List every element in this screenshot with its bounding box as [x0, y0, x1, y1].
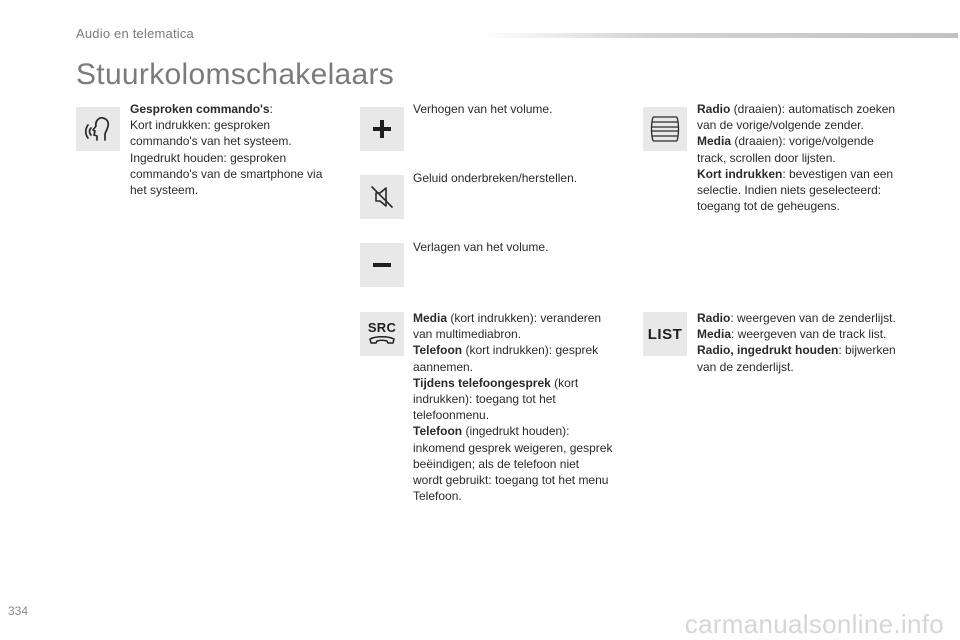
src-line: Telefoon. — [413, 489, 462, 504]
page-number: 334 — [8, 604, 29, 618]
mute-label: Geluid onderbreken/herstellen. — [413, 171, 578, 185]
src-text — [413, 310, 633, 504]
src-line: wordt gebruikt: toegang tot het menu — [413, 473, 609, 488]
plus-icon — [370, 117, 394, 141]
list-line: : weergeven van de track list. — [731, 327, 887, 342]
wheel-line: selectie. Indien niets geselecteerd: — [697, 183, 882, 198]
wheel-line: (draaien): vorige/volgende — [731, 134, 874, 149]
list-line: : weergeven van de zenderlijst. — [730, 311, 896, 325]
src-line: beëindigen; als de telefoon niet — [413, 456, 580, 471]
src-line: inkomend gesprek weigeren, gesprek — [413, 440, 613, 455]
src-media-term: Media — [413, 311, 448, 325]
mute-icon — [367, 182, 397, 212]
volume-up-label: Verhogen van het volume. — [413, 102, 553, 116]
list-line: : bijwerken — [838, 343, 896, 358]
src-call-term: Tijdens telefoongesprek — [413, 375, 551, 390]
thumbwheel-tile — [643, 107, 687, 151]
wheel-media-term: Media — [697, 134, 732, 149]
volume-up-text — [413, 101, 633, 117]
list-tile — [643, 312, 687, 356]
voice-command-icon — [83, 114, 113, 144]
thumbwheel-text — [697, 101, 917, 214]
list-media-term: Media — [697, 327, 732, 342]
src-tile — [360, 312, 404, 356]
watermark: carmanualsonline.info — [684, 609, 944, 639]
voice-line: het systeem. — [130, 183, 199, 198]
wheel-radio-term: Radio — [697, 102, 731, 116]
src-line: van multimediabron. — [413, 327, 522, 342]
voice-line: commando's van het systeem. — [130, 134, 292, 149]
volume-down-tile — [360, 243, 404, 287]
src-line: aannemen. — [413, 359, 474, 374]
wheel-press-term: Kort indrukken — [697, 166, 783, 181]
src-line: (kort indrukken): gesprek — [462, 343, 599, 358]
src-telefoon-term: Telefoon — [413, 343, 463, 358]
wheel-line: track, scrollen door lijsten. — [697, 150, 836, 165]
volume-down-label: Verlagen van het volume. — [413, 240, 549, 254]
voice-command-heading: Gesproken commando's — [130, 102, 270, 116]
src-line: (kort — [550, 375, 579, 390]
phone-icon — [368, 335, 396, 347]
wheel-line: van de vorige/volgende zender. — [697, 118, 864, 133]
list-text — [697, 310, 917, 375]
wheel-line: toegang tot de geheugens. — [697, 199, 840, 214]
wheel-line: : bevestigen van een — [782, 166, 894, 181]
voice-command-colon: : — [269, 102, 273, 116]
list-line: van de zenderlijst. — [697, 359, 794, 374]
volume-down-text — [413, 239, 633, 255]
minus-icon — [370, 253, 394, 277]
page-title: Stuurkolomschakelaars — [76, 58, 395, 91]
src-line: indrukken): toegang tot het — [413, 392, 556, 407]
mute-tile — [360, 175, 404, 219]
voice-line: Kort indrukken: gesproken — [130, 118, 271, 133]
thumbwheel-icon — [649, 114, 681, 144]
section-label: Audio en telematica — [76, 26, 194, 41]
src-line: (kort indrukken): veranderen — [447, 311, 602, 325]
volume-up-tile — [360, 107, 404, 151]
src-line: (ingedrukt houden): — [462, 424, 570, 439]
voice-command-tile — [76, 107, 120, 151]
voice-command-text — [130, 101, 345, 198]
mute-text — [413, 170, 633, 186]
src-telefoon-hold-term: Telefoon — [413, 424, 463, 439]
list-radio-term: Radio — [697, 311, 731, 325]
wheel-line: (draaien): automatisch zoeken — [730, 102, 896, 116]
header-divider — [480, 33, 958, 38]
voice-line: Ingedrukt houden: gesproken — [130, 150, 287, 165]
src-line: telefoonmenu. — [413, 408, 490, 423]
voice-line: commando's van de smartphone via — [130, 166, 323, 181]
src-label: SRC — [367, 320, 397, 335]
list-radio-hold-term: Radio, ingedrukt houden — [697, 343, 839, 358]
list-icon: LIST — [647, 325, 683, 343]
